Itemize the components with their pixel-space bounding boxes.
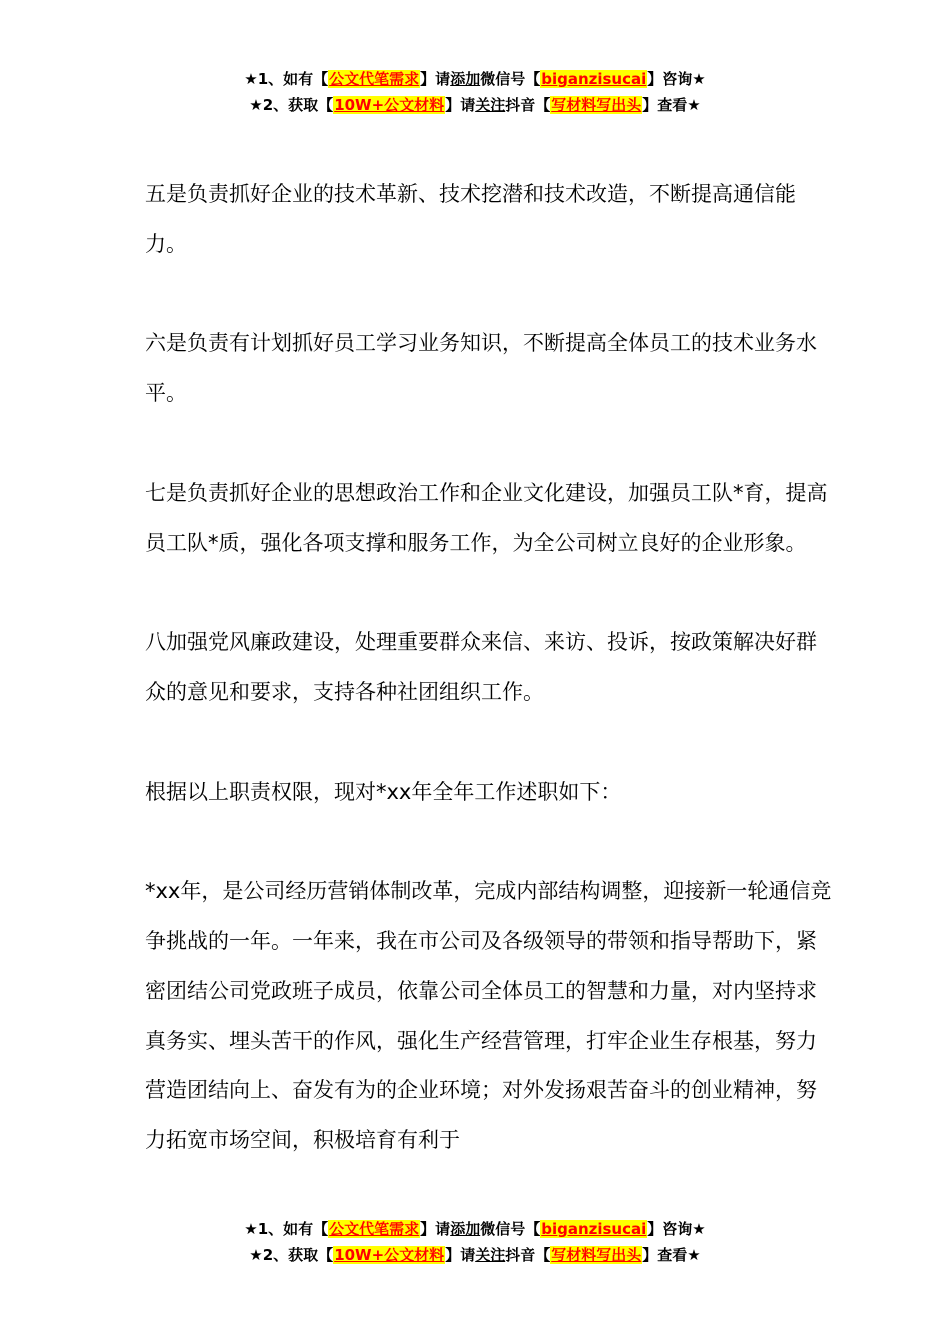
header-banner: [0, 66, 950, 118]
follow-underline: 关注: [475, 96, 506, 114]
banner-text: 微信号【: [480, 70, 541, 88]
banner-text: ★1、如有【: [244, 1220, 329, 1238]
materials-highlight: 10W+公文材料: [334, 1246, 445, 1264]
banner-text: 】查看★: [642, 96, 701, 114]
materials-highlight: 10W+公文材料: [334, 96, 445, 114]
service-highlight: 公文代笔需求: [329, 70, 420, 88]
footer-banner: [0, 1216, 950, 1268]
paragraph-duty-5: 五是负责抓好企业的技术革新、技术挖潜和技术改造，不断提高通信能力。: [145, 182, 796, 256]
paragraph-summary: *xx年，是公司经历营销体制改革，完成内部结构调整，迎接新一轮通信竞争挑战的一年。一年来，我在市公司及各级领导的带领和指导帮助下，紧密团结公司党政班子成员，依靠公司全体员工的智慧和力量，对内坚持求真务实、埋头苦干的作风，强化生产经营管理，打牢企业生存根基，努力营造团结向上、奋发有为的企业环境；对外发扬艰苦奋斗的创业精神，努力拓宽市场空间，积极培育有利于: [145, 879, 832, 1153]
banner-text: 抖音【: [505, 1246, 551, 1264]
banner-text: ★2、获取【: [249, 1246, 334, 1264]
banner-text: 微信号【: [480, 1220, 541, 1238]
banner-text: ★2、获取【: [249, 96, 334, 114]
banner-text: 】咨询★: [647, 70, 706, 88]
add-underline: 添加: [450, 1220, 481, 1238]
add-underline: 添加: [450, 70, 481, 88]
document-body: [145, 170, 835, 1216]
banner-text: 】请: [420, 1220, 451, 1238]
douyin-id-highlight: 写材料写出头: [551, 1246, 642, 1264]
banner-line-2: [0, 92, 950, 118]
wechat-id-highlight: biganzisucai: [541, 1220, 647, 1238]
banner-text: ★1、如有【: [244, 70, 329, 88]
banner-line-1: [0, 1216, 950, 1242]
paragraph-duty-6: 六是负责有计划抓好员工学习业务知识，不断提高全体员工的技术业务水平。: [145, 331, 817, 406]
banner-text: 】查看★: [642, 1246, 701, 1264]
paragraph-duty-8: 八加强党风廉政建设，处理重要群众来信、来访、投诉，按政策解决好群众的意见和要求，支持各种社团组织工作。: [145, 630, 817, 704]
service-highlight: 公文代笔需求: [329, 1220, 420, 1238]
banner-text: 】请: [420, 70, 451, 88]
banner-line-2: [0, 1242, 950, 1268]
paragraph-duty-7: 七是负责抓好企业的思想政治工作和企业文化建设，加强员工队*育，提高员工队*质，强化各项支撑和服务工作，为全公司树立良好的企业形象。: [145, 480, 828, 555]
wechat-id-highlight: biganzisucai: [541, 70, 647, 88]
paragraph-intro: 根据以上职责权限，现对*xx年全年工作述职如下：: [145, 779, 622, 804]
banner-text: 】请: [445, 96, 476, 114]
banner-text: 】请: [445, 1246, 476, 1264]
banner-text: 】咨询★: [647, 1220, 706, 1238]
douyin-id-highlight: 写材料写出头: [551, 96, 642, 114]
banner-text: 抖音【: [505, 96, 551, 114]
follow-underline: 关注: [475, 1246, 506, 1264]
banner-line-1: [0, 66, 950, 92]
